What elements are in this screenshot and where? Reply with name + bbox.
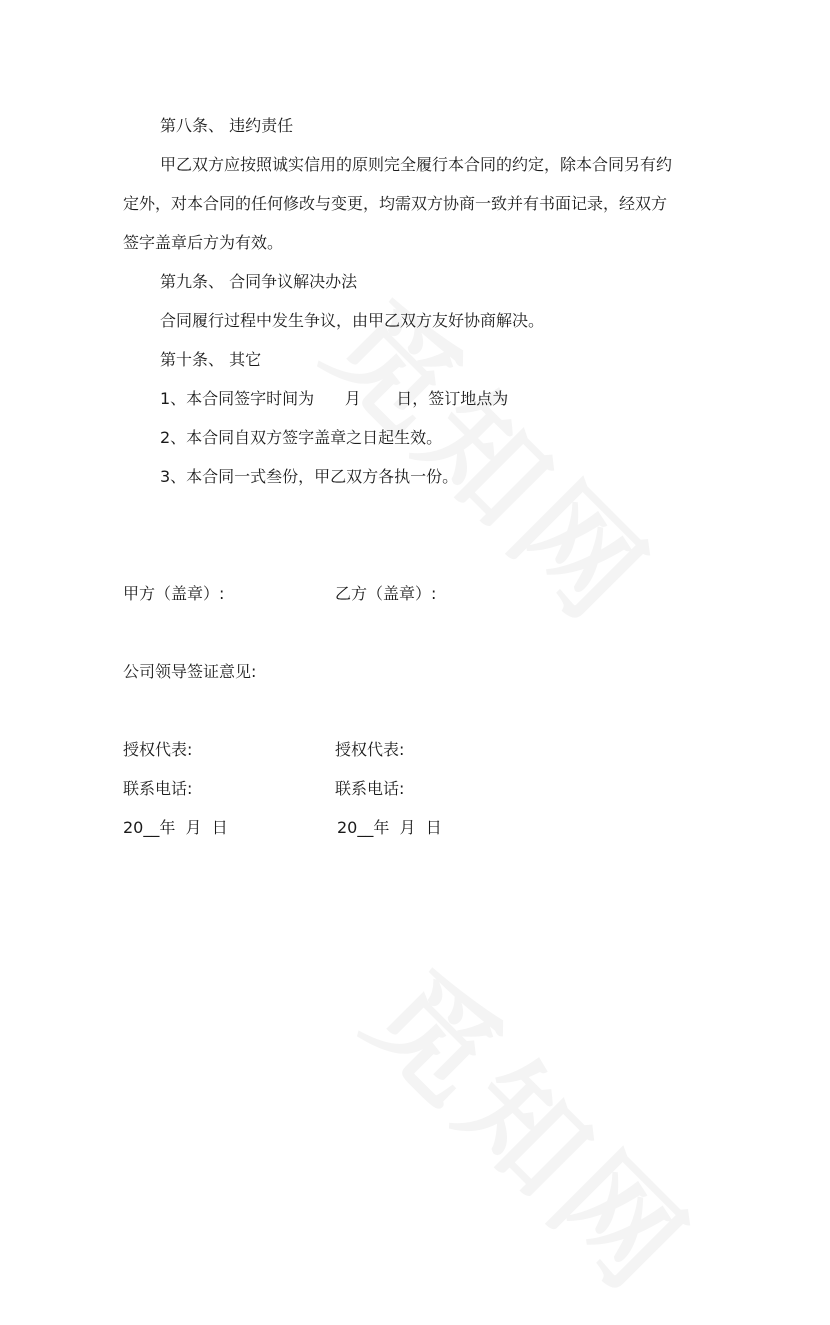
article10-item-2: 2、本合同自双方签字盖章之日起生效。 bbox=[160, 428, 443, 447]
watermark-bottom bbox=[336, 927, 733, 1324]
article10-heading: 第十条、 其它 bbox=[160, 350, 262, 369]
party-a-rep-label: 授权代表: bbox=[123, 740, 193, 759]
leader-opinion-label: 公司领导签证意见: bbox=[123, 662, 257, 681]
article8-body-line3: 签字盖章后方为有效。 bbox=[123, 233, 284, 252]
article9-body: 合同履行过程中发生争议，由甲乙双方友好协商解决。 bbox=[160, 311, 545, 330]
article9-heading: 第九条、 合同争议解决办法 bbox=[160, 272, 358, 291]
party-a-phone-label: 联系电话: bbox=[123, 779, 193, 798]
party-b-seal-label: 乙方（盖章）: bbox=[335, 584, 437, 603]
article8-heading: 第八条、 违约责任 bbox=[160, 116, 294, 135]
article10-item-1: 1、本合同签字时间为 月 日，签订地点为 bbox=[160, 389, 509, 408]
party-a-seal-label: 甲方（盖章）: bbox=[123, 584, 225, 603]
article8-body-line2: 定外，对本合同的任何修改与变更，均需双方协商一致并有书面记录，经双方 bbox=[123, 194, 668, 213]
article10-item-3: 3、本合同一式叁份，甲乙双方各执一份。 bbox=[160, 467, 459, 486]
party-b-phone-label: 联系电话: bbox=[335, 779, 405, 798]
party-b-date: 20__年 月 日 bbox=[337, 818, 442, 837]
party-b-rep-label: 授权代表: bbox=[335, 740, 405, 759]
article8-body-line1: 甲乙双方应按照诚实信用的原则完全履行本合同的约定，除本合同另有约 bbox=[160, 155, 673, 174]
party-a-date: 20__年 月 日 bbox=[123, 818, 228, 837]
